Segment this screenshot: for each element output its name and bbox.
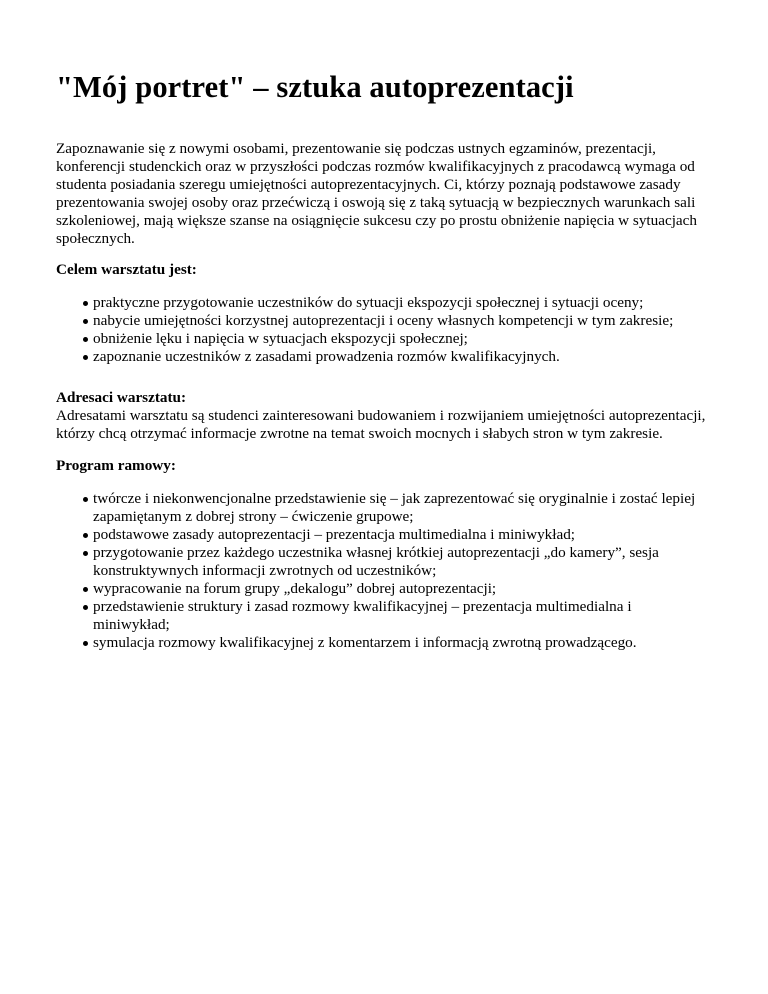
list-item: symulacja rozmowy kwalifikacyjnej z komentarzem i informacją zwrotną prowadzącego. — [83, 634, 712, 652]
page-title: "Mój portret" – sztuka autoprezentacji — [56, 70, 574, 104]
program-list — [56, 490, 712, 652]
list-item: przedstawienie struktury i zasad rozmowy kwalifikacyjnej – prezentacja multimedialna i miniwykład; — [83, 598, 712, 634]
list-item: nabycie umiejętności korzystnej autoprezentacji i oceny własnych kompetencji w tym zakresie; — [83, 312, 712, 330]
program-heading: Program ramowy: — [56, 457, 176, 474]
list-item: przygotowanie przez każdego uczestnika własnej krótkiej autoprezentacji „do kamery”, sesja konstruktywnych informacji zwrotnych od uczestników; — [83, 544, 712, 580]
goals-heading: Celem warsztatu jest: — [56, 261, 197, 278]
list-item: twórcze i niekonwencjonalne przedstawienie się – jak zaprezentować się oryginalnie i zostać lepiej zapamiętanym z dobrej strony – ćwiczenie grupowe; — [83, 490, 712, 526]
audience-section — [56, 389, 712, 443]
goals-list — [56, 294, 712, 366]
audience-heading: Adresaci warsztatu: — [56, 389, 187, 406]
intro-paragraph: Zapoznawanie się z nowymi osobami, prezentowanie się podczas ustnych egzaminów, prezentacji, konferencji studenckich oraz w przyszłości podczas rozmów kwalifikacyjnych z pracodawcą wymaga od studenta posiadania szeregu umiejętności autoprezentacyjnych. Ci, którzy poznają podstawowe zasady prezentowania swojej osoby oraz przećwiczą i oswoją się z taką sytuacją w bezpiecznych warunkach sali szkoleniowej, mają większe szanse na osiągnięcie sukcesu czy po prostu obniżenie napięcia w sytuacjach społecznych. — [56, 140, 698, 247]
audience-paragraph: Adresatami warsztatu są studenci zainteresowani budowaniem i rozwijaniem umiejętności autoprezentacji, którzy chcą otrzymać informacje zwrotne na temat swoich mocnych i słabych stron w tym zakresie. — [56, 407, 706, 442]
list-item: obniżenie lęku i napięcia w sytuacjach ekspozycji społecznej; — [83, 330, 712, 348]
list-item: zapoznanie uczestników z zasadami prowadzenia rozmów kwalifikacyjnych. — [83, 348, 712, 366]
list-item: podstawowe zasady autoprezentacji – prezentacja multimedialna i miniwykład; — [83, 526, 712, 544]
list-item: praktyczne przygotowanie uczestników do sytuacji ekspozycji społecznej i sytuacji oceny; — [83, 294, 712, 312]
list-item: wypracowanie na forum grupy „dekalogu” dobrej autoprezentacji; — [83, 580, 712, 598]
